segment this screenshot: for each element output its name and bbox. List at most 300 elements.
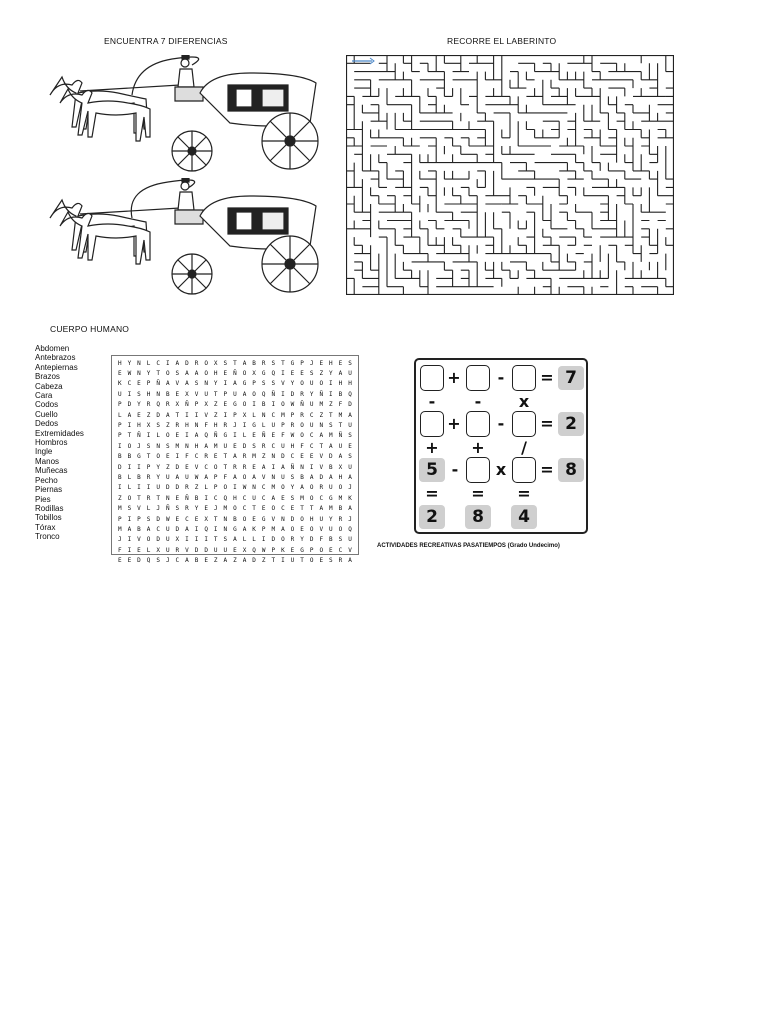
grid-letter[interactable]: E [309,453,314,461]
grid-letter[interactable]: O [127,494,132,502]
grid-letter[interactable]: J [233,422,237,430]
grid-letter[interactable]: U [319,515,324,523]
grid-letter[interactable]: I [146,432,151,440]
grid-letter[interactable]: T [319,442,324,450]
grid-letter[interactable]: A [319,505,324,513]
grid-letter[interactable]: Q [146,557,151,565]
grid-letter[interactable]: B [165,390,170,398]
grid-letter[interactable]: E [261,505,266,513]
grid-letter[interactable]: M [319,401,324,409]
grid-letter[interactable]: D [127,401,132,409]
grid-letter[interactable]: C [261,494,266,502]
grid-letter[interactable]: G [223,432,228,440]
grid-letter[interactable]: S [194,380,199,388]
grid-letter[interactable]: X [204,515,208,523]
grid-letter[interactable]: M [281,411,285,419]
grid-letter[interactable]: I [223,380,228,388]
grid-letter[interactable]: D [165,484,170,492]
grid-letter[interactable]: I [127,463,132,471]
grid-letter[interactable]: F [319,536,324,544]
grid-letter[interactable]: V [261,473,266,481]
grid-letter[interactable]: R [338,557,343,565]
grid-letter[interactable]: D [329,453,333,461]
grid-letter[interactable]: Ñ [185,494,189,502]
grid-letter[interactable]: T [271,557,276,565]
grid-letter[interactable]: O [242,370,247,378]
grid-letter[interactable]: N [271,453,276,461]
grid-letter[interactable]: R [185,505,189,513]
grid-letter[interactable]: R [146,401,151,409]
grid-letter[interactable]: Z [194,484,199,492]
grid-letter[interactable]: I [117,484,122,492]
grid-letter[interactable]: Q [204,525,208,533]
grid-letter[interactable]: L [252,411,256,419]
grid-letter[interactable]: R [290,422,295,430]
grid-letter[interactable]: B [117,453,122,461]
grid-letter[interactable]: T [156,494,160,502]
grid-letter[interactable]: A [204,473,208,481]
grid-letter[interactable]: E [252,515,256,523]
grid-letter[interactable]: E [137,411,141,419]
grid-letter[interactable]: D [242,442,247,450]
grid-letter[interactable]: Q [204,432,208,440]
grid-letter[interactable]: N [252,484,256,492]
grid-letter[interactable]: V [281,380,285,388]
grid-letter[interactable]: T [127,432,132,440]
grid-letter[interactable]: T [223,453,228,461]
grid-letter[interactable]: A [185,380,189,388]
grid-letter[interactable]: E [204,505,208,513]
grid-letter[interactable]: L [242,432,247,440]
grid-letter[interactable]: D [175,484,180,492]
grid-letter[interactable]: T [213,536,218,544]
grid-letter[interactable]: D [156,411,160,419]
grid-letter[interactable]: R [223,422,228,430]
grid-letter[interactable]: A [329,442,333,450]
maze[interactable] [346,55,674,295]
grid-letter[interactable]: O [309,525,314,533]
grid-letter[interactable]: E [271,432,276,440]
grid-letter[interactable]: Q [156,401,160,409]
grid-letter[interactable]: Y [329,370,333,378]
grid-letter[interactable]: X [242,546,247,554]
grid-letter[interactable]: N [223,515,228,523]
grid-letter[interactable]: U [213,546,218,554]
grid-letter[interactable]: E [319,557,324,565]
grid-letter[interactable]: P [117,432,122,440]
grid-letter[interactable]: A [281,463,285,471]
grid-letter[interactable]: J [348,484,352,492]
grid-letter[interactable]: Ñ [338,432,343,440]
grid-letter[interactable]: N [261,411,266,419]
puzzle-cell[interactable] [466,365,490,391]
grid-letter[interactable]: R [185,484,189,492]
grid-letter[interactable]: E [233,442,237,450]
grid-letter[interactable]: A [185,370,189,378]
grid-letter[interactable]: P [213,484,218,492]
grid-letter[interactable]: A [338,453,343,461]
grid-letter[interactable]: R [300,390,304,398]
grid-letter[interactable]: U [309,422,314,430]
grid-letter[interactable]: D [156,536,160,544]
grid-letter[interactable]: R [242,453,247,461]
grid-letter[interactable]: B [338,505,343,513]
grid-letter[interactable]: V [194,463,199,471]
grid-letter[interactable]: P [271,546,276,554]
grid-letter[interactable]: L [127,473,132,481]
grid-letter[interactable]: A [348,505,352,513]
grid-letter[interactable]: R [146,473,151,481]
grid-letter[interactable]: I [127,390,132,398]
grid-letter[interactable]: S [165,442,170,450]
grid-letter[interactable]: M [223,505,228,513]
grid-letter[interactable]: U [338,442,343,450]
grid-letter[interactable]: O [165,432,170,440]
grid-letter[interactable]: J [117,536,122,544]
grid-letter[interactable]: W [194,473,199,481]
grid-letter[interactable]: O [309,557,314,565]
grid-letter[interactable]: I [127,422,132,430]
grid-letter[interactable]: C [213,494,218,502]
grid-letter[interactable]: O [204,359,208,367]
grid-letter[interactable]: P [261,525,266,533]
grid-letter[interactable]: M [252,453,256,461]
grid-letter[interactable]: E [175,494,180,502]
grid-letter[interactable]: C [290,453,295,461]
grid-letter[interactable]: U [165,546,170,554]
grid-letter[interactable]: I [213,525,218,533]
grid-letter[interactable]: S [175,370,180,378]
grid-letter[interactable]: A [338,370,343,378]
grid-letter[interactable]: H [213,422,218,430]
grid-letter[interactable]: Y [137,401,141,409]
grid-letter[interactable]: R [194,359,199,367]
grid-letter[interactable]: D [348,401,352,409]
grid-letter[interactable]: O [281,484,285,492]
grid-letter[interactable]: S [252,442,256,450]
puzzle-cell[interactable] [466,411,490,437]
grid-letter[interactable]: Y [146,370,151,378]
grid-letter[interactable]: O [300,422,304,430]
grid-letter[interactable]: X [338,463,343,471]
grid-letter[interactable]: I [175,453,180,461]
grid-letter[interactable]: X [242,411,247,419]
grid-letter[interactable]: O [300,515,304,523]
grid-letter[interactable]: R [175,546,180,554]
grid-letter[interactable]: H [338,473,343,481]
grid-letter[interactable]: J [213,505,218,513]
grid-letter[interactable]: M [175,442,180,450]
grid-letter[interactable]: A [261,463,266,471]
grid-letter[interactable]: D [117,463,122,471]
grid-letter[interactable]: Q [223,494,228,502]
puzzle-cell[interactable] [420,365,444,391]
grid-letter[interactable]: E [137,380,141,388]
grid-letter[interactable]: E [137,546,141,554]
grid-letter[interactable]: Z [165,463,170,471]
grid-letter[interactable]: L [252,536,256,544]
grid-letter[interactable]: U [348,463,352,471]
grid-letter[interactable]: T [338,422,343,430]
grid-letter[interactable]: R [204,453,208,461]
grid-letter[interactable]: V [175,380,180,388]
grid-letter[interactable]: O [281,536,285,544]
grid-letter[interactable]: V [185,546,189,554]
grid-letter[interactable]: F [185,453,189,461]
grid-letter[interactable]: D [309,536,314,544]
grid-letter[interactable]: C [204,463,208,471]
grid-letter[interactable]: W [290,432,295,440]
grid-letter[interactable]: T [146,453,151,461]
grid-letter[interactable]: A [185,525,189,533]
grid-letter[interactable]: R [261,359,266,367]
grid-letter[interactable]: K [281,546,285,554]
grid-letter[interactable]: F [204,422,208,430]
grid-letter[interactable]: I [242,422,247,430]
grid-letter[interactable]: Y [329,515,333,523]
grid-letter[interactable]: S [348,432,352,440]
grid-letter[interactable]: F [338,401,343,409]
grid-letter[interactable]: G [261,515,266,523]
grid-letter[interactable]: C [309,442,314,450]
grid-letter[interactable]: N [156,442,160,450]
grid-letter[interactable]: Ñ [271,390,276,398]
grid-letter[interactable]: M [117,525,122,533]
grid-letter[interactable]: S [271,359,276,367]
grid-letter[interactable]: V [348,546,352,554]
grid-letter[interactable]: I [281,370,285,378]
grid-letter[interactable]: C [127,380,132,388]
grid-letter[interactable]: F [223,473,228,481]
grid-letter[interactable]: S [156,557,160,565]
grid-letter[interactable]: O [252,390,256,398]
grid-letter[interactable]: T [300,557,304,565]
grid-letter[interactable]: L [261,422,266,430]
grid-letter[interactable]: U [185,473,189,481]
grid-letter[interactable]: H [233,494,237,502]
grid-letter[interactable]: B [137,525,141,533]
grid-letter[interactable]: I [329,390,333,398]
grid-letter[interactable]: U [165,473,170,481]
grid-letter[interactable]: I [252,401,256,409]
grid-letter[interactable]: C [319,494,324,502]
grid-letter[interactable]: P [252,380,256,388]
grid-letter[interactable]: A [300,484,304,492]
grid-letter[interactable]: Z [233,557,237,565]
grid-letter[interactable]: G [300,546,304,554]
grid-letter[interactable]: A [175,359,180,367]
grid-letter[interactable]: A [242,390,247,398]
grid-letter[interactable]: R [290,536,295,544]
grid-letter[interactable]: L [146,546,151,554]
grid-letter[interactable]: U [252,494,256,502]
grid-letter[interactable]: Y [300,536,304,544]
grid-letter[interactable]: A [309,473,314,481]
grid-letter[interactable]: M [329,505,333,513]
grid-letter[interactable]: E [165,453,170,461]
grid-letter[interactable]: M [338,494,343,502]
grid-letter[interactable]: P [146,380,151,388]
grid-letter[interactable]: Q [271,370,276,378]
grid-letter[interactable]: I [329,380,333,388]
grid-letter[interactable]: Y [194,505,199,513]
grid-letter[interactable]: I [271,401,276,409]
grid-letter[interactable]: I [281,390,285,398]
grid-letter[interactable]: C [261,484,266,492]
grid-letter[interactable]: X [185,390,189,398]
grid-letter[interactable]: G [252,422,256,430]
grid-letter[interactable]: D [281,453,285,461]
grid-letter[interactable]: E [117,370,122,378]
grid-letter[interactable]: I [185,432,189,440]
grid-letter[interactable]: E [338,359,343,367]
grid-letter[interactable]: D [185,359,189,367]
grid-letter[interactable]: I [146,484,151,492]
grid-letter[interactable]: F [281,432,285,440]
grid-letter[interactable]: U [233,390,237,398]
grid-letter[interactable]: E [204,557,208,565]
grid-letter[interactable]: U [204,390,208,398]
grid-letter[interactable]: X [175,536,180,544]
grid-letter[interactable]: Ñ [156,380,160,388]
grid-letter[interactable]: A [242,525,247,533]
grid-letter[interactable]: U [156,484,160,492]
grid-letter[interactable]: C [271,411,276,419]
grid-letter[interactable]: I [127,515,132,523]
grid-letter[interactable]: S [137,390,141,398]
grid-letter[interactable]: V [204,411,208,419]
grid-letter[interactable]: I [223,411,228,419]
grid-letter[interactable]: S [290,473,295,481]
grid-letter[interactable]: Ñ [290,463,295,471]
grid-letter[interactable]: H [117,359,122,367]
grid-letter[interactable]: Q [348,525,352,533]
grid-letter[interactable]: I [194,411,199,419]
grid-letter[interactable]: H [185,422,189,430]
grid-letter[interactable]: B [252,359,256,367]
grid-letter[interactable]: T [213,390,218,398]
grid-letter[interactable]: O [146,536,151,544]
grid-letter[interactable]: I [194,525,199,533]
grid-letter[interactable]: O [319,380,324,388]
grid-letter[interactable]: E [175,390,180,398]
grid-letter[interactable]: O [242,401,247,409]
grid-letter[interactable]: D [252,557,256,565]
grid-letter[interactable]: U [281,473,285,481]
grid-letter[interactable]: K [117,380,122,388]
grid-letter[interactable]: P [309,546,314,554]
grid-letter[interactable]: A [146,525,151,533]
grid-letter[interactable]: M [271,525,276,533]
grid-letter[interactable]: Y [156,473,160,481]
grid-letter[interactable]: U [271,422,276,430]
grid-letter[interactable]: A [242,557,247,565]
grid-letter[interactable]: T [281,359,285,367]
grid-letter[interactable]: A [165,411,170,419]
grid-letter[interactable]: A [233,473,237,481]
grid-letter[interactable]: Z [329,401,333,409]
grid-letter[interactable]: D [156,515,160,523]
grid-letter[interactable]: D [194,546,199,554]
grid-letter[interactable]: E [319,359,324,367]
grid-letter[interactable]: E [223,370,228,378]
grid-letter[interactable]: S [156,422,160,430]
grid-letter[interactable]: O [338,484,343,492]
grid-letter[interactable]: L [146,359,151,367]
grid-letter[interactable]: C [185,515,189,523]
grid-letter[interactable]: Ñ [261,432,266,440]
grid-letter[interactable]: I [233,484,237,492]
grid-letter[interactable]: E [175,432,180,440]
grid-letter[interactable]: C [156,525,160,533]
grid-letter[interactable]: Y [127,359,132,367]
grid-letter[interactable]: I [127,536,132,544]
grid-letter[interactable]: Z [146,411,151,419]
grid-letter[interactable]: V [194,390,199,398]
grid-letter[interactable]: B [117,473,122,481]
grid-letter[interactable]: U [223,546,228,554]
grid-letter[interactable]: C [281,505,285,513]
grid-letter[interactable]: E [252,432,256,440]
grid-letter[interactable]: G [242,380,247,388]
grid-letter[interactable]: A [348,411,352,419]
grid-letter[interactable]: Z [213,411,218,419]
grid-letter[interactable]: T [309,505,314,513]
grid-letter[interactable]: E [290,546,295,554]
grid-letter[interactable]: R [242,463,247,471]
grid-letter[interactable]: E [233,546,237,554]
grid-letter[interactable]: L [156,432,160,440]
grid-letter[interactable]: N [204,380,208,388]
grid-letter[interactable]: S [261,380,266,388]
grid-letter[interactable]: U [223,442,228,450]
grid-letter[interactable]: E [329,546,333,554]
grid-letter[interactable]: I [185,536,189,544]
grid-letter[interactable]: C [156,359,160,367]
grid-letter[interactable]: A [233,536,237,544]
puzzle-cell[interactable] [512,365,536,391]
puzzle-cell[interactable] [512,457,536,483]
grid-letter[interactable]: T [156,370,160,378]
grid-letter[interactable]: O [309,484,314,492]
grid-letter[interactable]: I [261,536,266,544]
grid-letter[interactable]: S [309,370,314,378]
grid-letter[interactable]: A [233,380,237,388]
grid-letter[interactable]: H [137,422,141,430]
grid-letter[interactable]: S [223,536,228,544]
grid-letter[interactable]: R [319,484,324,492]
grid-letter[interactable]: A [223,557,228,565]
grid-letter[interactable]: N [223,525,228,533]
grid-letter[interactable]: Z [319,411,324,419]
grid-letter[interactable]: W [290,401,295,409]
grid-letter[interactable]: G [233,401,237,409]
grid-letter[interactable]: S [338,536,343,544]
grid-letter[interactable]: V [137,505,141,513]
grid-letter[interactable]: V [271,515,276,523]
grid-letter[interactable]: X [252,370,256,378]
grid-letter[interactable]: Z [319,370,324,378]
grid-letter[interactable]: O [127,442,132,450]
grid-letter[interactable]: R [146,494,151,502]
grid-letter[interactable]: E [223,401,228,409]
grid-letter[interactable]: C [338,546,343,554]
grid-letter[interactable]: B [300,473,304,481]
puzzle-cell[interactable] [466,457,490,483]
grid-letter[interactable]: P [117,401,122,409]
grid-letter[interactable]: U [309,380,314,388]
grid-letter[interactable]: S [348,453,352,461]
